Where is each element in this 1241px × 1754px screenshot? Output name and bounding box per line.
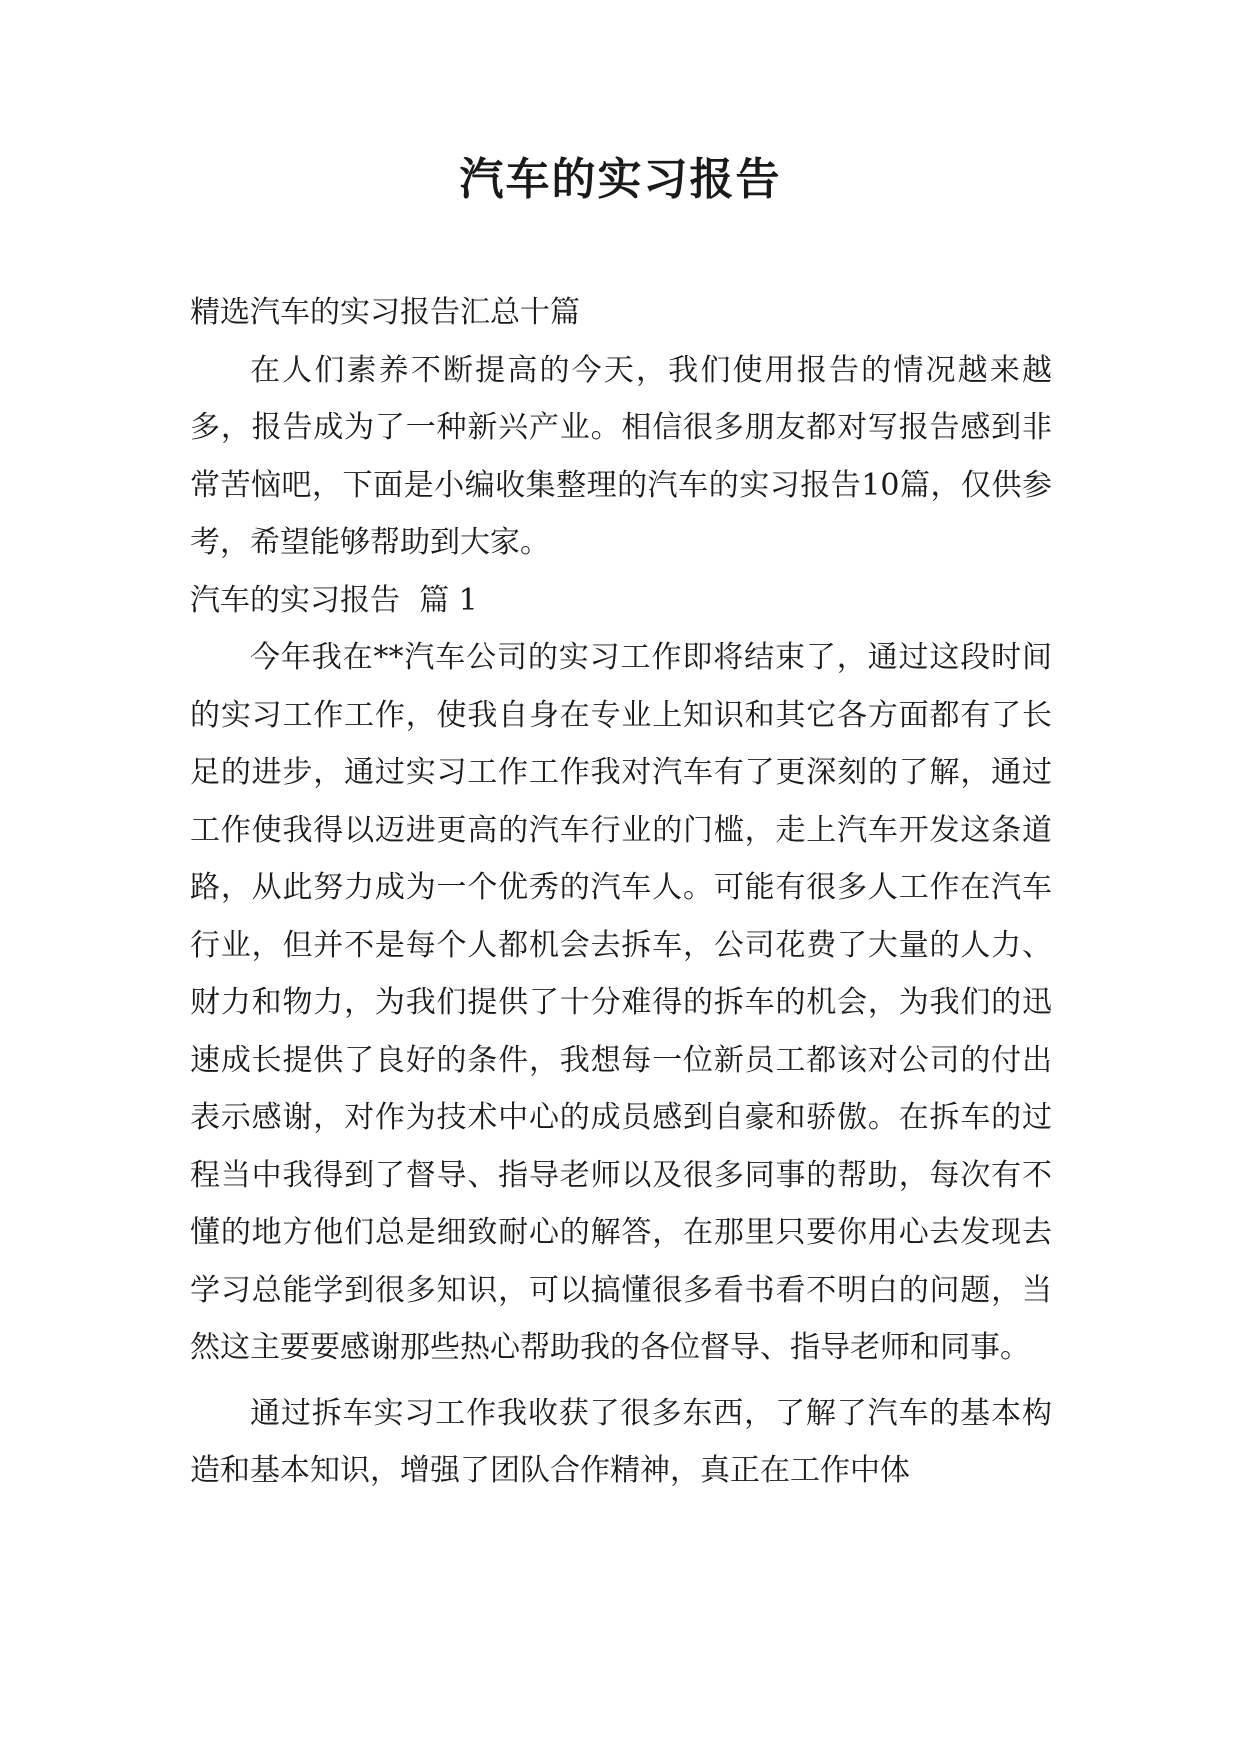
document-subtitle: 精选汽车的实习报告汇总十篇 [190,295,580,330]
body-paragraph-1: 今年我在**汽车公司的实习工作即将结束了，通过这段时间的实习工作工作，使我自身在专业上知识和其它各方面都有了长足的进步，通过实习工作工作我对汽车有了更深刻的了解，通过工作使我得以迈进更高的汽车行业的门槛，走上汽车开发这条道路，从此努力成为一个优秀的汽车人。可能有很多人工作在汽车行业，但并不是每个人都机会去拆车，公司花费了大量的人力、财力和物力，为我们提供了十分难得的拆车的机会，为我们的迅速成长提供了良好的条件，我想每一位新员工都该对公司的付出表示感谢，对作为技术中心的成员感到自豪和骄傲。在拆车的过程当中我得到了督导、指导老师以及很多同事的帮助，每次有不懂的地方他们总是细致耐心的解答，在那里只要你用心去发现去学习总能学到很多知识，可以搞懂很多看书看不明白的问题，当然这主要要感谢那些热心帮助我的各位督导、指导老师和同事。 [190,640,1052,1365]
body-paragraph-2: 通过拆车实习工作我收获了很多东西，了解了汽车的基本构造和基本知识，增强了团队合作精神，真正在工作中体 [190,1395,1052,1488]
section-heading: 汽车的实习报告 篇 1 [190,582,478,618]
document-title: 汽车的实习报告 [459,154,782,205]
intro-paragraph: 在人们素养不断提高的今天，我们使用报告的情况越来越多，报告成为了一种新兴产业。相信很多朋友都对写报告感到非常苦恼吧，下面是小编收集整理的汽车的实习报告10篇，仅供参考，希望能够帮助到大家。 [190,352,1052,560]
document-body [190,284,1052,1500]
